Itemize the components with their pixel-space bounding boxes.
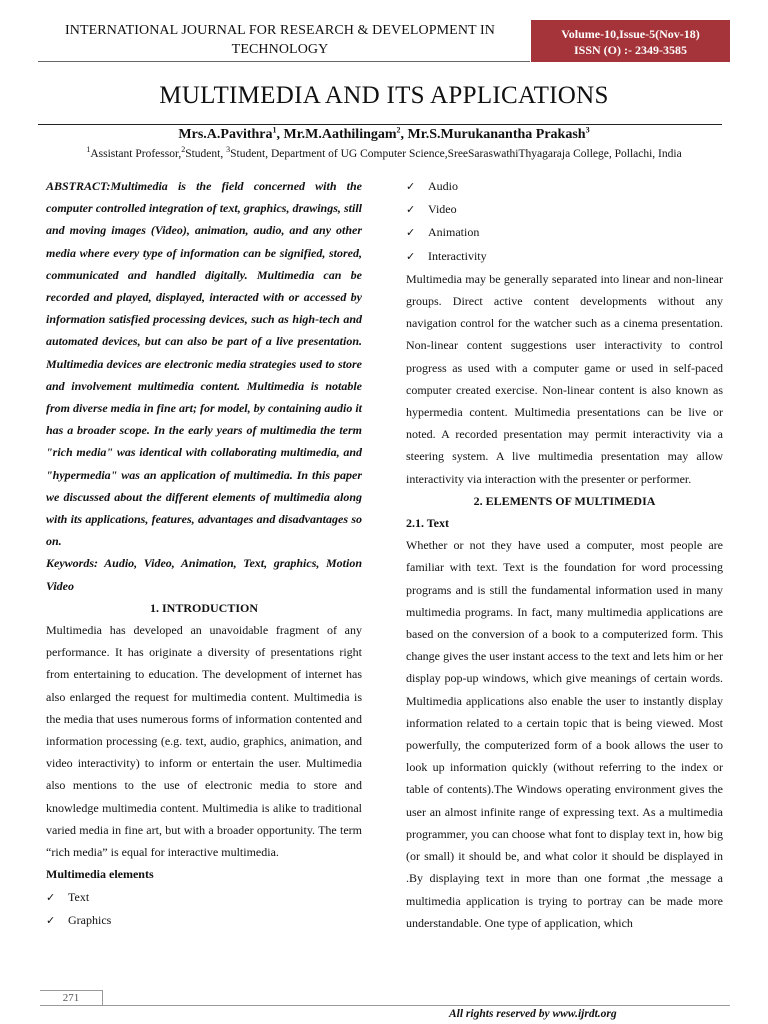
list-item-label: Animation <box>428 225 480 240</box>
header-rule <box>38 61 530 62</box>
list-item <box>406 198 723 221</box>
list-item-label: Interactivity <box>428 248 487 263</box>
affiliation-superscript: 1 <box>86 145 91 155</box>
elements-list-right <box>406 175 723 268</box>
list-item-label: Audio <box>428 179 458 193</box>
abstract: ABSTRACT:Multimedia is the field concerned with the computer controlled integration of text, graphics, drawings, still and moving images (Video), animation, audio, and any other media where every type of information can be signified, stored, communicated and handled digitally. Multimedia can be recorded and played, displayed, interacted with or accessed by information satisfied processing devices, such as high-tech and automated devices, but can also be part of a live presentation. Multimedia devices are electronic media strategies used to store and involvement multimedia content. Multimedia is notable from diverse media in fine art; for model, by containing audio it has a broader scope. In the early years of multimedia the term "rich media" was identical with collaborating multimedia, and "hypermedia" was an application of multimedia. In this paper we discussed about the different elements of multimedia along with its applications, features, advantages and disadvantages so on. <box>46 179 362 549</box>
list-item <box>406 221 723 244</box>
introduction-paragraph: Multimedia has developed an unavoidable fragment of any performance. It has originate a diversity of presentations right from entertaining to education. The development of internet has also enlarged the request for multimedia content. Multimedia is the media that uses numerous forms of information contented and information processing (e.g. text, audio, graphics, animation, and video interactivity) to inform or entertain the user. Multimedia also mentions to the use of electronic media to store and knowledge multimedia content. Multimedia is alike to traditional varied media in fine art, but with a broader opportunity. The term “rich media” is equal for interactive multimedia. <box>46 623 362 860</box>
checkmark-icon: ✓ <box>46 890 56 904</box>
section-heading-introduction: 1. INTRODUCTION <box>149 600 258 615</box>
author-name: Mr.S.Murukanantha Prakash <box>407 127 586 142</box>
footer-rule <box>40 1005 730 1006</box>
multimedia-elements-heading: Multimedia elements <box>46 867 154 882</box>
title-rule <box>38 124 722 125</box>
list-item <box>406 245 723 268</box>
linear-nonlinear-paragraph: Multimedia may be generally separated into linear and non-linear groups. Direct active content developments without any navigation control for the watcher such as a cinema presentation. Non-linear content suggestions user interactivity to control progress as used with a computer game or used in self-paced computer created exercise. Non-linear content is also known as hypermedia content. Multimedia presentations can be live or noted. A recorded presentation may permit interactivity via a steering system. A live multimedia presentation may allow interactivity via interaction with the presenter or performer. <box>406 271 723 486</box>
affiliation-text: Student, <box>185 148 227 160</box>
elements-list-left <box>46 886 362 932</box>
list-item-label: Text <box>68 889 90 904</box>
author-name: Mrs.A.Pavithra <box>178 127 273 142</box>
author-separator: , <box>400 127 408 142</box>
checkmark-icon: ✓ <box>46 913 56 927</box>
journal-name-line2: TECHNOLOGY <box>231 42 329 57</box>
list-item <box>406 175 723 198</box>
subsection-heading-text: 2.1. Text <box>406 516 450 531</box>
author-name: Mr.M.Aathilingam <box>283 127 397 142</box>
paper-title: MULTIMEDIA AND ITS APPLICATIONS <box>159 82 609 109</box>
copyright-notice: All rights reserved by www.ijrdt.org <box>449 1008 617 1020</box>
volume-badge <box>531 20 730 62</box>
author-superscript: 1 <box>272 125 277 135</box>
author-superscript: 3 <box>585 125 590 135</box>
journal-name-line1: INTERNATIONAL JOURNAL FOR RESEARCH & DEVELOPMENT IN <box>64 23 496 38</box>
author-list <box>0 127 768 143</box>
list-item-label: Graphics <box>68 912 112 927</box>
keywords: Keywords: Audio, Video, Animation, Text, graphics, Motion Video <box>46 556 362 593</box>
checkmark-icon: ✓ <box>406 249 416 263</box>
checkmark-icon: ✓ <box>406 226 416 240</box>
left-column <box>46 175 362 932</box>
list-item <box>46 909 362 932</box>
affiliation-text: Student, Department of UG Computer Science,SreeSaraswathiThyagaraja College, Pollachi, India <box>230 148 682 160</box>
author-separator: , <box>276 127 284 142</box>
volume-text: Volume-10,Issue-5(Nov-18) <box>561 27 700 41</box>
checkmark-icon: ✓ <box>406 203 416 217</box>
checkmark-icon: ✓ <box>406 180 416 193</box>
journal-name <box>40 21 520 59</box>
affiliation-superscript: 3 <box>226 145 231 155</box>
right-column <box>406 175 723 934</box>
issn-text: ISSN (O) :- 2349-3585 <box>574 43 687 57</box>
affiliation-superscript: 2 <box>181 145 186 155</box>
list-item-label: Video <box>428 202 457 217</box>
affiliation-text: Assistant Professor, <box>90 148 182 160</box>
text-paragraph: Whether or not they have used a computer, most people are familiar with text. Text is the foundation for word processing programs and is still the fundamental information used in many multimedia programs. In fact, many multimedia applications are based on the conversion of a book to a computerized form. This change gives the user instant access to the text and lets him or her display pop-up windows, which give meanings of certain words. Multimedia applications also enable the user to instantly display information related to a certain topic that is being viewed. Most powerfully, the computerized form of a book allows the user to look up information quickly (without referring to the index or table of contents).The Windows operating environment gives the user an almost infinite range of expressing text. As a multimedia programmer, you can choose what font to display text in, how big (or small) it should be, and what color it should be displayed in .By displaying text in more than one format ,the message a multimedia application is trying to portray can be made more understandable. One type of application, which <box>406 538 723 930</box>
section-heading-elements: 2. ELEMENTS OF MULTIMEDIA <box>473 493 656 508</box>
page-number: 271 <box>40 990 103 1005</box>
author-superscript: 2 <box>396 125 401 135</box>
affiliation <box>0 145 768 160</box>
list-item <box>46 886 362 909</box>
